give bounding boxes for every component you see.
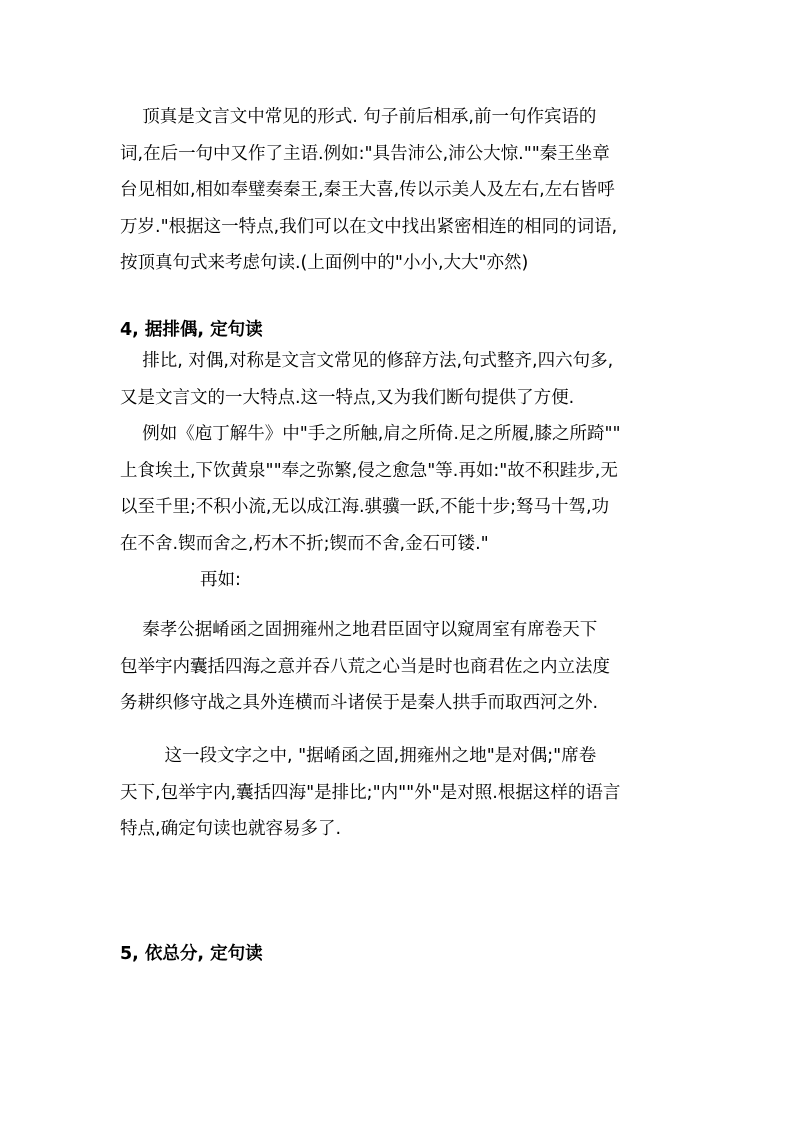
section-heading-5: 5, 依总分, 定句读 xyxy=(120,944,263,964)
text-line: 在不舍.锲而舍之,朽木不折;锲而不舍,金石可镂." xyxy=(120,533,489,554)
paragraph-analysis xyxy=(120,738,680,848)
text-line: 万岁."根据这一特点,我们可以在文中找出紧密相连的相同的词语, xyxy=(120,216,618,237)
section-heading-4: 4, 据排偶, 定句读 xyxy=(120,320,263,340)
text-line: 秦孝公据崤函之固拥雍州之地君臣固守以窥周室有席卷天下 xyxy=(120,620,598,640)
text-line: 务耕织修守战之具外连横而斗诸侯于是秦人拱手而取西河之外. xyxy=(120,693,599,713)
text-line: 以至千里;不积小流,无以成江海.骐骥一跃,不能十步;驽马十驾,功 xyxy=(120,497,610,517)
paragraph-again xyxy=(200,562,760,599)
text-line: 这一段文字之中, "据崤函之固,拥雍州之地"是对偶;"席卷 xyxy=(120,746,597,766)
text-line: 特点,确定句读也就容易多了. xyxy=(120,819,342,839)
text-line: 例如《庖丁解牛》中"手之所触,肩之所倚.足之所履,膝之所踦"" xyxy=(120,424,621,444)
text-line: 排比, 对偶,对称是文言文常见的修辞方法,句式整齐,四六句多, xyxy=(120,351,614,371)
text-line: 词,在后一句中又作了主语.例如:"具告沛公,沛公大惊.""秦王坐章 xyxy=(120,143,610,164)
text-line: 台见相如,相如奉璧奏秦王,秦王大喜,传以示美人及左右,左右皆呼 xyxy=(120,180,615,200)
paragraph-examples xyxy=(120,416,680,562)
text-line: 天下,包举宇内,囊括四海"是排比;"内""外"是对照.根据这样的语言 xyxy=(120,782,621,803)
text-line: 顶真是文言文中常见的形式. 句子前后相承,前一句作宾语的 xyxy=(120,107,597,127)
paragraph-paiou xyxy=(120,343,680,416)
paragraph-dingzhen xyxy=(120,99,680,282)
text-line: 包举宇内囊括四海之意并吞八荒之心当是时也商君佐之内立法度 xyxy=(120,656,610,677)
text-line: 再如: xyxy=(200,570,241,590)
paragraph-qin-text xyxy=(120,612,680,722)
text-line: 按顶真句式来考虑句读.(上面例中的"小小,大大"亦然) xyxy=(120,253,529,273)
text-line: 上食埃土,下饮黄泉""奉之弥繁,侵之愈急"等.再如:"故不积跬步,无 xyxy=(120,460,618,481)
text-line: 又是文言文的一大特点.这一特点,又为我们断句提供了方便. xyxy=(120,387,575,408)
